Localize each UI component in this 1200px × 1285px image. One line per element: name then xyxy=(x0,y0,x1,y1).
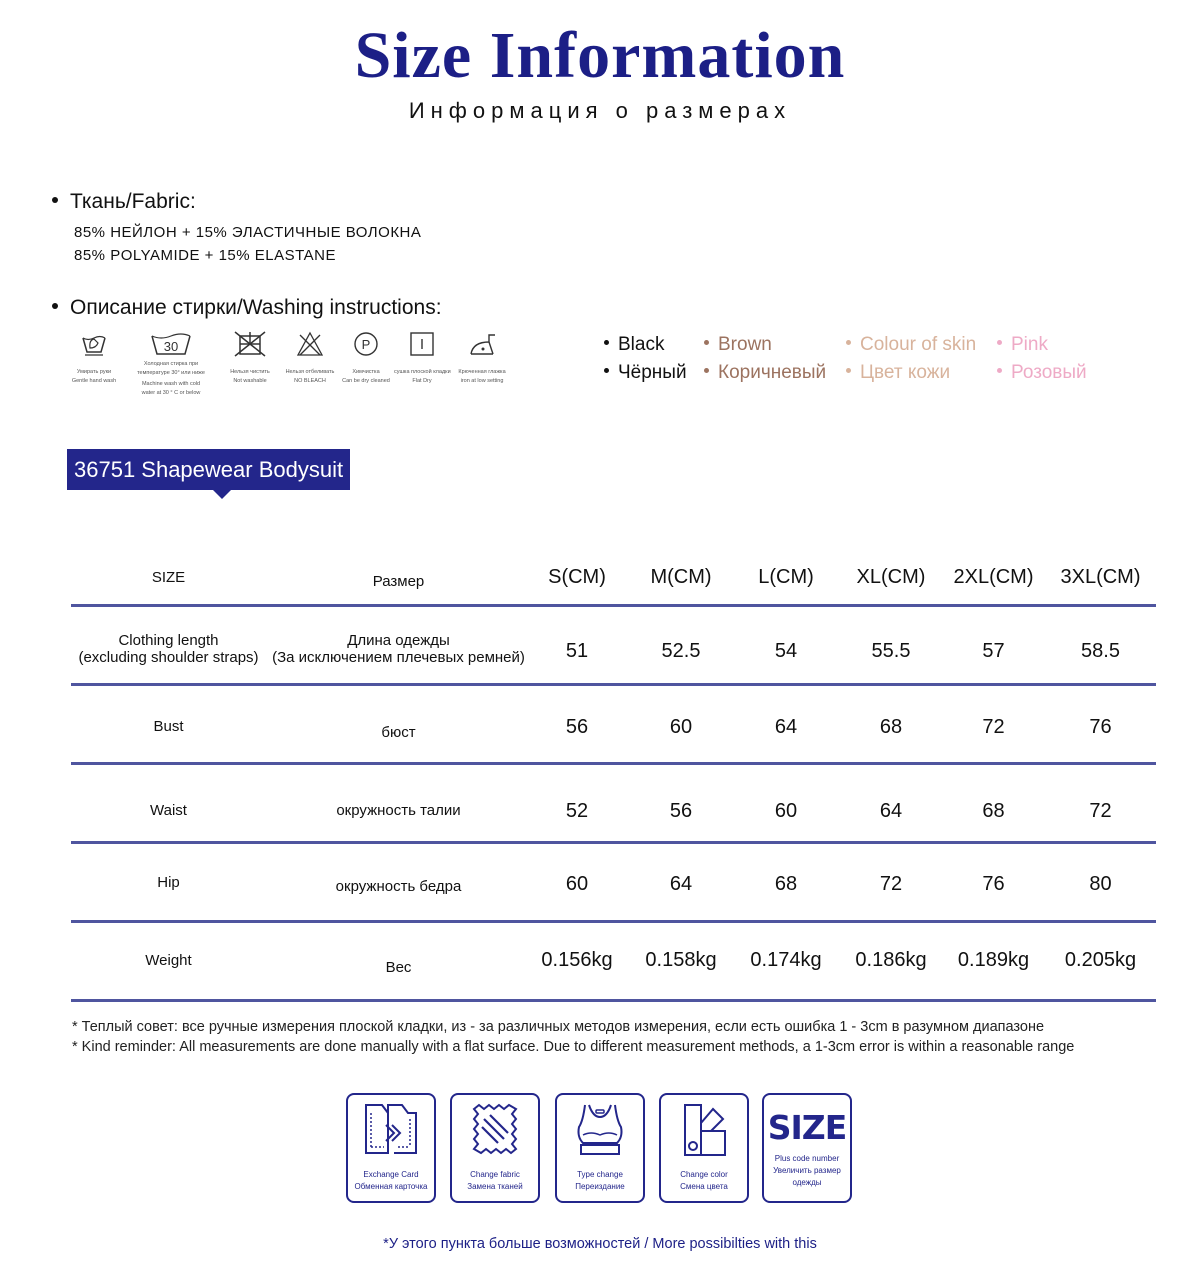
color-label: Colour of skin xyxy=(860,334,977,355)
header-size-3xl: 3XL(CM) xyxy=(1060,566,1141,588)
bullet-icon xyxy=(52,303,58,309)
cell-value: 80 xyxy=(1089,873,1112,895)
row-label-en: Waist xyxy=(150,802,187,819)
wash-caption-ru: Нельзя отбеливать xyxy=(285,369,335,375)
cell-value: 64 xyxy=(879,800,903,822)
row-label-en xyxy=(71,632,266,666)
header-size-s: S(CM) xyxy=(548,566,606,588)
table-row xyxy=(71,765,1156,844)
bullet-icon xyxy=(997,340,1002,345)
cell-value: 72 xyxy=(982,716,1005,738)
wash-caption-ru: Крюченная глажка xyxy=(458,369,506,375)
washing-icons xyxy=(64,330,524,410)
header-size-2xl: 2XL(CM) xyxy=(953,566,1034,588)
color-label: Цвет кожи xyxy=(860,362,951,383)
size-table xyxy=(71,545,1156,1002)
bullet-icon xyxy=(52,197,58,203)
iron-low-icon xyxy=(467,330,497,358)
exchange-card-icon xyxy=(358,1101,424,1161)
color-brown-ru[interactable] xyxy=(704,362,826,384)
wash-item-iron-low xyxy=(454,330,510,386)
cell-value: 56 xyxy=(669,800,693,822)
table-header-row xyxy=(71,545,1156,607)
cell-value: 54 xyxy=(774,640,798,662)
svg-text:30: 30 xyxy=(163,339,179,354)
hand-wash-icon xyxy=(79,330,109,358)
row-label-en: Weight xyxy=(145,952,192,969)
feature-label-ru2: одежды xyxy=(792,1178,822,1187)
size-icon: SIZE xyxy=(767,1108,847,1147)
do-not-wash-icon xyxy=(233,330,267,358)
washing-heading-label: Описание стирки/Washing instructions: xyxy=(70,296,442,319)
feature-label-ru: Обменная карточка xyxy=(354,1182,428,1191)
wash-caption-en: iron at low setting xyxy=(460,378,504,384)
row-label-ru-line2: (За исключением плечевых ремней) xyxy=(272,649,525,666)
feature-change-color xyxy=(659,1093,749,1203)
cell-value: 0.186kg xyxy=(855,949,927,971)
badge-pointer-icon xyxy=(213,490,231,499)
page-title: Size Information xyxy=(354,19,846,92)
cell-value: 72 xyxy=(879,873,903,895)
feature-label-en: Exchange Card xyxy=(363,1170,419,1179)
product-name-badge: 36751 Shapewear Bodysuit xyxy=(67,449,350,490)
wash-caption-en: Gentle hand wash xyxy=(71,378,117,384)
cell-value: 55.5 xyxy=(871,640,911,662)
measurement-note-en: * Kind reminder: All measurements are done manually with a flat surface. Due to different measurement methods, a 1-3cm error is within a reasonable range xyxy=(72,1039,1075,1055)
header-size-en: SIZE xyxy=(151,569,186,586)
color-black-ru[interactable] xyxy=(604,362,687,384)
row-label-ru xyxy=(271,632,526,666)
color-brown-en[interactable] xyxy=(704,334,772,356)
row-label-ru-line1: Длина одежды xyxy=(347,632,450,649)
row-label-ru: окружность бедра xyxy=(335,878,462,895)
color-label: Black xyxy=(618,334,665,355)
feature-label-en: Type change xyxy=(577,1170,623,1179)
cell-value: 64 xyxy=(774,716,798,738)
wash-item-flat-dry xyxy=(394,330,450,386)
page-subtitle: Информация о размерах xyxy=(408,98,792,123)
color-black-en[interactable] xyxy=(604,334,664,356)
table-row xyxy=(71,844,1156,923)
no-bleach-icon xyxy=(295,330,325,358)
feature-exchange-card xyxy=(346,1093,436,1203)
bullet-icon xyxy=(704,340,709,345)
footer-note: *У этого пункта больше возможностей / More possibilties with this xyxy=(383,1236,817,1252)
feature-label-en: Change fabric xyxy=(470,1170,520,1179)
feature-label-ru: Смена цвета xyxy=(680,1182,728,1191)
row-label-en: Bust xyxy=(153,718,184,735)
change-fabric-icon xyxy=(462,1101,528,1161)
cell-value: 68 xyxy=(774,873,798,895)
cell-value: 60 xyxy=(669,716,693,738)
cell-value: 76 xyxy=(1089,716,1112,738)
feature-type-change xyxy=(555,1093,645,1203)
color-label: Чёрный xyxy=(618,362,687,383)
wash-30-icon xyxy=(149,330,193,358)
cell-value: 76 xyxy=(982,873,1005,895)
wash-item-dry-clean xyxy=(338,330,394,386)
cell-value: 60 xyxy=(565,873,589,895)
bullet-icon xyxy=(604,340,609,345)
color-pink-ru[interactable] xyxy=(997,362,1087,384)
feature-plus-size xyxy=(762,1093,852,1203)
header-size-ru: Размер xyxy=(372,573,425,590)
feature-label-ru: Переиздание xyxy=(575,1182,625,1191)
bullet-icon xyxy=(604,368,609,373)
cell-value: 56 xyxy=(565,716,589,738)
fabric-heading-label: Ткань/Fabric: xyxy=(70,190,196,213)
cell-value: 68 xyxy=(982,800,1005,822)
row-label-ru: Вес xyxy=(385,959,412,976)
cell-value: 0.158kg xyxy=(645,949,717,971)
cell-value: 68 xyxy=(879,716,903,738)
row-label-en-line2: (excluding shoulder straps) xyxy=(78,649,259,666)
color-pink-en[interactable] xyxy=(997,334,1048,356)
color-skin-ru[interactable] xyxy=(846,362,950,384)
cell-value: 58.5 xyxy=(1081,640,1120,662)
color-label: Коричневый xyxy=(718,362,827,383)
wash-item-hand-wash xyxy=(64,330,124,386)
row-label-ru: окружность талии xyxy=(336,802,461,819)
feature-label-en: Change color xyxy=(680,1170,728,1179)
color-skin-en[interactable] xyxy=(846,334,976,356)
wash-caption-ru: сушка плоской кладки xyxy=(394,369,451,375)
wash-caption-en: NO BLEACH xyxy=(294,378,326,384)
type-change-icon xyxy=(567,1101,633,1161)
color-label: Pink xyxy=(1011,334,1048,355)
wash-caption-ru: Химчистка xyxy=(352,369,380,375)
wash-caption-en: Can be dry cleaned xyxy=(342,378,390,384)
cell-value: 72 xyxy=(1089,800,1112,822)
wash-caption-en: Not washable xyxy=(233,378,267,384)
table-row xyxy=(71,686,1156,765)
row-label-en: Hip xyxy=(157,874,180,891)
measurement-note-ru: * Теплый совет: все ручные измерения плоской кладки, из - за различных методов измерения, если есть ошибка 1 - 3cm в разумном диапазоне xyxy=(72,1019,1045,1035)
wash-caption-extra: water at 30 ° C or below xyxy=(141,390,201,396)
feature-change-fabric xyxy=(450,1093,540,1203)
color-label: Розовый xyxy=(1011,362,1087,383)
fabric-heading xyxy=(52,190,196,214)
wash-caption-ru: Холодная стирка при xyxy=(143,361,199,367)
feature-label-ru: Увеличить размер xyxy=(773,1166,841,1175)
table-row xyxy=(71,607,1156,686)
cell-value: 0.189kg xyxy=(957,949,1030,971)
flat-dry-icon xyxy=(407,330,437,358)
wash-item-30 xyxy=(126,330,216,398)
cell-value: 57 xyxy=(982,640,1005,662)
wash-caption-en: Machine wash with cold xyxy=(141,381,201,387)
change-color-icon xyxy=(671,1101,737,1161)
feature-label-ru: Замена тканей xyxy=(467,1182,523,1191)
header-size-xl: XL(CM) xyxy=(856,566,926,588)
bullet-icon xyxy=(846,368,851,373)
cell-value: 0.205kg xyxy=(1064,949,1137,971)
wash-item-no-bleach xyxy=(280,330,340,386)
wash-caption-ru: Нельзя чистить xyxy=(230,369,270,375)
cell-value: 52 xyxy=(565,800,589,822)
wash-caption-ru: Умирать руки xyxy=(76,369,112,375)
cell-value: 52.5 xyxy=(661,640,701,662)
cell-value: 0.174kg xyxy=(750,949,822,971)
svg-text:P: P xyxy=(361,337,371,352)
header-size-l: L(CM) xyxy=(758,566,814,588)
washing-heading xyxy=(52,296,442,320)
bullet-icon xyxy=(704,368,709,373)
color-label: Brown xyxy=(718,334,772,355)
row-label-en-line1: Clothing length xyxy=(118,632,219,649)
bullet-icon xyxy=(846,340,851,345)
fabric-composition-en: 85% POLYAMIDE + 15% ELASTANE xyxy=(74,247,337,264)
cell-value: 60 xyxy=(774,800,798,822)
fabric-composition-ru: 85% НЕЙЛОН + 15% ЭЛАСТИЧНЫЕ ВОЛОКНА xyxy=(74,224,422,241)
header-size-m: M(CM) xyxy=(650,566,712,588)
row-label-ru: бюст xyxy=(381,724,416,741)
feature-label-en: Plus code number xyxy=(774,1154,840,1163)
dry-clean-icon xyxy=(351,330,381,358)
wash-item-not-washable xyxy=(220,330,280,386)
table-row xyxy=(71,923,1156,1002)
bullet-icon xyxy=(997,368,1002,373)
cell-value: 51 xyxy=(565,640,589,662)
wash-caption-ru2: температуре 30° или ниже xyxy=(137,370,205,376)
wash-caption-en: Flat Dry xyxy=(412,378,432,384)
cell-value: 64 xyxy=(669,873,693,895)
cell-value: 0.156kg xyxy=(541,949,613,971)
